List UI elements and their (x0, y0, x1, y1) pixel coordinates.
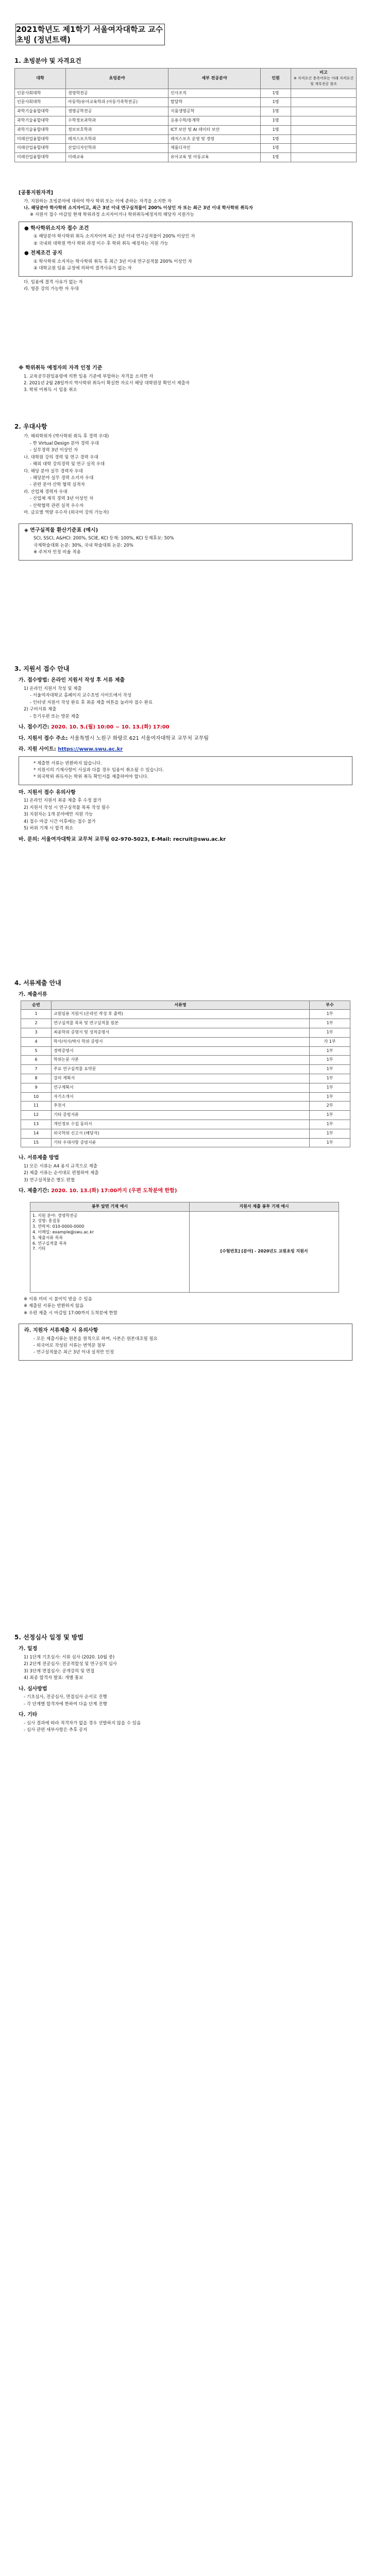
cell: 6 (21, 1056, 52, 1065)
cell (291, 107, 357, 116)
cell: 자기소개서 (52, 1092, 310, 1101)
text-line: 1) 온라인 지원서 작성 및 제출 (24, 686, 82, 691)
text-line: 3) 연구실적물은 별도 편철 (24, 1177, 75, 1183)
text-line: 1) 1단계 기초심사: 서류 심사 (2020. 10월 중) (24, 1654, 115, 1660)
box-heading: ◈ 연구실적물 환산기준표 (예시) (24, 527, 98, 533)
text-line: SCI, SSCI, A&HCI: 200%, SCIE, KCI 등재: 100%, KCI 등재후보: 50% (33, 536, 174, 541)
section-subheading: 나. 서류제출 방법 (19, 1155, 59, 1161)
section-subheading: 나. 심사방법 (19, 1686, 47, 1692)
submission-period-line (19, 1188, 357, 1195)
cell: 주요 연구실적물 요약문 (52, 1065, 310, 1074)
text-line: 2. 2021년 2월 28일까지 박사학위 취득이 확실한 자로서 해당 대학원장 확인서 제출자 (24, 380, 190, 386)
table-row (21, 1138, 350, 1147)
box-heading: ● 전제조건 공지 (24, 250, 62, 257)
cell: 1명 (261, 89, 291, 98)
text-line: 라. 산업체 경력자 우대 (24, 489, 68, 495)
table-header: 세부 전공분야 (168, 69, 261, 89)
cell: 3 (21, 1028, 52, 1038)
cell: 강의 계획서 (52, 1074, 310, 1083)
table-row (15, 107, 357, 116)
table-row (21, 1065, 350, 1074)
section-heading: 3. 지원서 접수 안내 (14, 665, 70, 672)
cell: 1명 (261, 125, 291, 134)
section-preferences (14, 422, 357, 564)
cell: 1부 (310, 1120, 350, 1129)
cell (291, 134, 357, 144)
address-value: 서울특별시 노원구 화랑로 621 서울여자대학교 교무처 교무팀 (70, 735, 209, 741)
application-site-link[interactable]: https://www.swu.ac.kr (58, 747, 123, 753)
text-line: - 기초심사, 전공심사, 면접심사 순서로 진행 (24, 1694, 107, 1700)
cell (291, 98, 357, 107)
cell: 산업디자인학과 (66, 144, 168, 153)
table-row (21, 1019, 350, 1028)
envelope-front-sample (30, 1211, 190, 1292)
text-line: ※ 우편 제출 시 마감일 17:00까지 도착분에 한함 (24, 1310, 117, 1316)
text-line: 3) 3단계 면접심사: 공개강의 및 면접 (24, 1668, 95, 1674)
cell: 1부 (310, 1065, 350, 1074)
text-line: 2. 성명: 홍길동 (32, 1218, 61, 1224)
cell: 개인정보 수집 동의서 (52, 1120, 310, 1129)
cell (291, 125, 357, 134)
table-header-note: ※ 자격요건 충족여부는 아래 자격요건 및 세부전공 참조 (293, 76, 354, 86)
text-line: - 관련 분야 산학 협력 실적자 (30, 482, 85, 488)
section-subheading: 가. 접수방법: 온라인 지원서 작성 후 서류 제출 (19, 677, 125, 684)
text-line: - 한 Virtual Design 분야 경력 우대 (30, 440, 99, 446)
table-row (21, 1046, 350, 1056)
cell: 1부 (310, 1010, 350, 1019)
text-line: 라. 영문 강의 가능한 자 우대 (24, 286, 79, 292)
cell: 레저스포츠 운영 및 경영 (168, 134, 261, 144)
envelope-label-sample: [수험번호] [분야] - 2020년도 교원초빙 지원서 (190, 1211, 339, 1292)
section-subheading: [공통지원자격] (19, 190, 54, 196)
section-subheading: 다. 기타 (19, 1712, 38, 1718)
cell: 1명 (261, 116, 291, 125)
cell: 1부 (310, 1092, 350, 1101)
cell: 아동학/유아교육학과 (아동가족학전공) (66, 98, 168, 107)
text-line: 4) 접수 마감 시간 이후에는 접수 불가 (24, 819, 96, 824)
table-row (21, 1111, 350, 1120)
section-subheading: 마. 지원서 접수 유의사항 (19, 789, 76, 795)
text-line: 5. 제출서류 목록 (32, 1235, 63, 1240)
cell (291, 116, 357, 125)
text-line: 2) 구비서류 제출 (24, 707, 57, 713)
table-row (21, 1101, 350, 1111)
cell: 9 (21, 1083, 52, 1092)
table-row (21, 1083, 350, 1092)
section-subheading: ※ 학위취득 예정자의 자격 인정 기준 (19, 365, 103, 371)
text-line: ① 해당분야 학사학위 취득 소지자이며 최근 3년 이내 연구실적물이 200% 이상인 자 (33, 234, 195, 240)
text-line: - 등기우편 또는 방문 제출 (30, 714, 79, 719)
cell: 1명 (261, 98, 291, 107)
notes-box (19, 756, 352, 785)
text-line: 5) 허위 기재 시 합격 취소 (24, 826, 74, 832)
section-documents (14, 979, 357, 1364)
text-line: 나. 대학원 강의 경력 및 연구 경력 우대 (24, 454, 98, 460)
cell: 1부 (310, 1028, 350, 1038)
cell: 제품디자인 (168, 144, 261, 153)
text-line: 2) 2단계 전공심사: 전공적합성 및 연구실적 심사 (24, 1662, 117, 1667)
cell (291, 89, 357, 98)
period-line (19, 724, 357, 731)
cell: 레저스포츠학과 (66, 134, 168, 144)
text-line: 6. 연구실적물 목록 (32, 1241, 67, 1246)
text-line: - 산업체 재직 경력 3년 이상인 자 (30, 496, 94, 502)
cell: 학위논문 사본 (52, 1056, 310, 1065)
table-row (21, 1120, 350, 1129)
table-row (15, 89, 357, 98)
text-line: - 심사 결과에 따라 적격자가 없을 경우 선발하지 않을 수 있음 (24, 1720, 141, 1726)
section-degree-expected (14, 361, 357, 395)
table-row (15, 98, 357, 107)
text-line: - 해당분야 실무 경력 소지자 우대 (30, 476, 94, 481)
cell: 10 (21, 1092, 52, 1101)
url-label: 라. 지원 사이트: (19, 747, 56, 753)
cell: 과학기술융합대학 (15, 107, 66, 116)
cell: 응용수학/통계학 (168, 116, 261, 125)
text-line: 2) 지원서 작성 시 연구실적물 목록 작성 필수 (24, 805, 110, 810)
cell: 1부 (310, 1046, 350, 1056)
cell: 1명 (261, 107, 291, 116)
section-recruitment-fields (14, 57, 357, 162)
contact-line: 바. 문의: 서울여자대학교 교무처 교무팀 02-970-5023, E-Mail: recruit@swu.ac.kr (19, 836, 226, 842)
table-header: 순번 (21, 1001, 52, 1010)
table-row (21, 1074, 350, 1083)
table-row (15, 153, 357, 162)
cell: 15 (21, 1138, 52, 1147)
text-line: 3) 지원자는 1개 분야에만 지원 가능 (24, 812, 93, 818)
cell: 식품생명공학 (168, 107, 261, 116)
cell: 12 (21, 1111, 52, 1120)
cell: 인사조직 (168, 89, 261, 98)
cell: 정보보호학과 (66, 125, 168, 134)
text-line: * 제출한 서류는 반환하지 않습니다. (33, 760, 102, 766)
cell: 1부 (310, 1129, 350, 1138)
text-line: 가. 해외학위자 (박사학위 취득 후 경력 우대) (24, 434, 109, 439)
text-line: 다. 해당 분야 실무 경력자 우대 (24, 468, 83, 474)
cell: 수학정보과학과 (66, 116, 168, 125)
cell: 1명 (261, 153, 291, 162)
cell: 1부 (310, 1056, 350, 1065)
cell: 2 (21, 1019, 52, 1028)
table-header: 부수 (310, 1001, 350, 1010)
text-line: 다. 임용에 결격 사유가 없는 자 (24, 279, 83, 285)
text-line: 2) 제출 서류는 순서대로 편철하여 제출 (24, 1171, 99, 1176)
text-line: - 연구실적물은 최근 3년 이내 실적만 인정 (33, 1350, 114, 1355)
table-header: 대학 (15, 69, 66, 89)
text-line: 7. 기타 (32, 1246, 46, 1251)
period-label: 나. 접수기간: (19, 724, 49, 731)
cell: 미래산업융합대학 (15, 153, 66, 162)
table-row (15, 125, 357, 134)
box-heading: 라. 지원자 서류제출 시 유의사항 (24, 1328, 98, 1334)
cell: 14 (21, 1129, 52, 1138)
cell: 추천서 (52, 1101, 310, 1111)
text-line: 1. 지원 분야: 경영학전공 (32, 1213, 78, 1218)
text-line: ※ 지원서 접수 마감일 현재 학위과정 소지자이거나 학위취득예정자의 해당자 지원가능 (30, 212, 194, 218)
address-label: 다. 지원서 접수 주소: (19, 735, 68, 741)
cell: 미래산업융합대학 (15, 134, 66, 144)
table-row (15, 144, 357, 153)
section-heading: 4. 서류제출 안내 (14, 979, 61, 987)
cell: 미래교육 (66, 153, 168, 162)
page-title: 2021학년도 제1학기 서울여자대학교 교수초빙 (정년트랙) (15, 24, 165, 45)
section-common-qualifications (14, 185, 357, 294)
text-line: - 산학협력 관련 실적 우수자 (30, 503, 84, 509)
cell: 학사/석사/박사 학위 증명서 (52, 1037, 310, 1046)
table-row (21, 1010, 350, 1019)
text-line: 4. 이메일: example@swu.ac.kr (32, 1230, 94, 1235)
table-header: 봉투 앞면 기재 예시 (30, 1202, 190, 1211)
table-row (21, 1056, 350, 1065)
table-header: 초빙분야 (66, 69, 168, 89)
section-application (14, 665, 357, 845)
cell: 최종학위 증명서 및 성적증명서 (52, 1028, 310, 1038)
cell: 1명 (261, 144, 291, 153)
table-header (291, 69, 357, 89)
table-row (15, 116, 357, 125)
section-subheading: 가. 일정 (19, 1646, 38, 1652)
text-line: 가. 지원하는 초빙분야에 대하여 박사 학위 또는 이에 준하는 자격을 소지한 자 (24, 198, 172, 204)
table-row (21, 1028, 350, 1038)
text-line: 국제학술대회 논문: 30%, 국내 학술대회 논문: 20% (33, 543, 133, 548)
section-subheading: 가. 제출서류 (19, 992, 47, 998)
cell: 연구실적물 목록 및 연구실적물 원본 (52, 1019, 310, 1028)
text-line: 4) 최종 합격자 발표: 개별 통보 (24, 1675, 83, 1681)
cell: 1부 (310, 1083, 350, 1092)
text-line: * 지원서의 기재사항이 사실과 다를 경우 임용이 취소될 수 있습니다. (33, 768, 164, 773)
table-row (21, 1037, 350, 1046)
text-line: - 모든 제출서류는 원본을 원칙으로 하며, 사본은 원본대조필 필요 (33, 1336, 158, 1342)
text-line: 1. 교육공무원임용령에 의한 임용 기준에 부합하는 자격을 소지한 자 (24, 374, 154, 379)
table-row (21, 1129, 350, 1138)
text-line: 1) 모든 서류는 A4 용지 규격으로 제출 (24, 1163, 97, 1169)
box-heading: ● 학사학위소지자 접수 조건 (24, 225, 89, 231)
period-label: 다. 제출기간: (19, 1188, 49, 1194)
table-header-label: 비고 (319, 70, 328, 75)
text-line: - 외국어로 작성된 서류는 번역문 첨부 (33, 1343, 106, 1349)
cell: 1부 (310, 1138, 350, 1147)
text-line: - 해외 대학 강의경력 및 연구 실적 우대 (30, 462, 105, 467)
cell: 1부 (310, 1111, 350, 1120)
cell: 1부 (310, 1074, 350, 1083)
text-line: ※ 서류 미비 시 불이익 받을 수 있음 (24, 1296, 92, 1302)
cell: 13 (21, 1120, 52, 1129)
cell: 생명공학전공 (66, 107, 168, 116)
envelope-table (30, 1202, 339, 1293)
text-line: ② 대학교원 임용 규정에 의하여 결격사유가 없는 자 (33, 266, 132, 272)
table-row (30, 1211, 339, 1292)
qualification-box (19, 222, 352, 277)
table-header: 서류명 (52, 1001, 310, 1010)
text-line: 3. 학위 미취득 시 임용 취소 (24, 387, 77, 393)
cell: 경영학전공 (66, 89, 168, 98)
cell: 2부 (310, 1101, 350, 1111)
cell: 11 (21, 1101, 52, 1111)
table-row (15, 134, 357, 144)
text-line: 1) 온라인 지원서 최종 제출 후 수정 불가 (24, 798, 102, 804)
cell: 5 (21, 1046, 52, 1056)
period-value: 2020. 10. 5.(월) 10:00 ~ 10. 13.(화) 17:00 (51, 724, 170, 731)
cell: 교원임용 지원서 (온라인 작성 후 출력) (52, 1010, 310, 1019)
cell: 과학기술융합대학 (15, 125, 66, 134)
text-line: 마. 글로벌 역량 우수자 (외국어 강의 가능자) (24, 510, 109, 516)
text-line: * 외국학위 취득자는 학위 취득 확인서를 제출하여야 합니다. (33, 774, 148, 780)
documents-table (21, 1001, 350, 1148)
cell: 연구계획서 (52, 1083, 310, 1092)
cell (291, 153, 357, 162)
table-header: 인원 (261, 69, 291, 89)
cell (291, 144, 357, 153)
text-line: - 인터넷 지원서 작성 완료 후 최종 제출 버튼을 눌러야 접수 완료 (30, 700, 153, 705)
cell: 기타 증빙서류 (52, 1111, 310, 1120)
text-line: 3. 연락처: 010-0000-0000 (32, 1224, 85, 1229)
text-line: - 심사 관련 세부사항은 추후 공지 (24, 1727, 88, 1733)
text-line: - 서울여자대학교 홈페이지 교수초빙 사이트에서 작성 (30, 693, 132, 699)
cell: 유아교육 및 아동교육 (168, 153, 261, 162)
table-row (21, 1092, 350, 1101)
text-line: 나. 해당분야 학사학위 소지자이고, 최근 3년 이내 연구실적물이 200% 이상인 자 또는 최근 3년 이내 학사학위 취득자 (24, 205, 253, 211)
cell: 1 (21, 1010, 52, 1019)
section-heading: 1. 초빙분야 및 자격요건 (14, 57, 81, 64)
cell: 미래산업융합대학 (15, 144, 66, 153)
cell: 기타 우대사항 증빙서류 (52, 1138, 310, 1147)
cell: ICT 보안 및 AI 데이터 보안 (168, 125, 261, 134)
cell: 7 (21, 1065, 52, 1074)
cell: 4 (21, 1037, 52, 1046)
cell: 인문사회대학 (15, 89, 66, 98)
section-heading: 2. 우대사항 (14, 423, 47, 430)
text-line: ※ 주저자 인정 비율 적용 (33, 550, 81, 555)
recruitment-table (14, 68, 357, 162)
text-line: - 각 단계별 합격자에 한하여 다음 단계 진행 (24, 1701, 107, 1707)
text-line: ② 국내외 대학원 박사 학위 과정 이수 후 학위 취득 예정자는 지원 가능 (33, 241, 168, 246)
section-heading: 5. 선정심사 일정 및 방법 (14, 1634, 83, 1641)
cell: 1명 (261, 134, 291, 144)
cell: 각 1부 (310, 1037, 350, 1046)
cell: 경력증명서 (52, 1046, 310, 1056)
address-line (19, 735, 357, 742)
cell: 1부 (310, 1019, 350, 1028)
text-line: ① 학사학위 소지자는 학사학위 취득 후 최근 3년 이내 연구실적물 200% 이상인 자 (33, 259, 192, 264)
cell: 과학기술융합대학 (15, 116, 66, 125)
cell: 인문사회대학 (15, 98, 66, 107)
cell: 발달학 (168, 98, 261, 107)
text-line: ※ 제출된 서류는 반환하지 않음 (24, 1303, 84, 1309)
caution-box (19, 1324, 352, 1361)
cell: 8 (21, 1074, 52, 1083)
cell: 외국학위 신고서 (해당자) (52, 1129, 310, 1138)
period-value: 2020. 10. 13.(화) 17:00까지 (우편 도착분에 한함) (51, 1188, 177, 1194)
url-line (19, 746, 357, 753)
table-header: 지원서 제출 봉투 기재 예시 (190, 1202, 339, 1211)
research-conversion-box (19, 523, 352, 561)
section-screening (14, 1633, 357, 1734)
text-line: - 실무경력 3년 이상인 자 (30, 448, 78, 453)
